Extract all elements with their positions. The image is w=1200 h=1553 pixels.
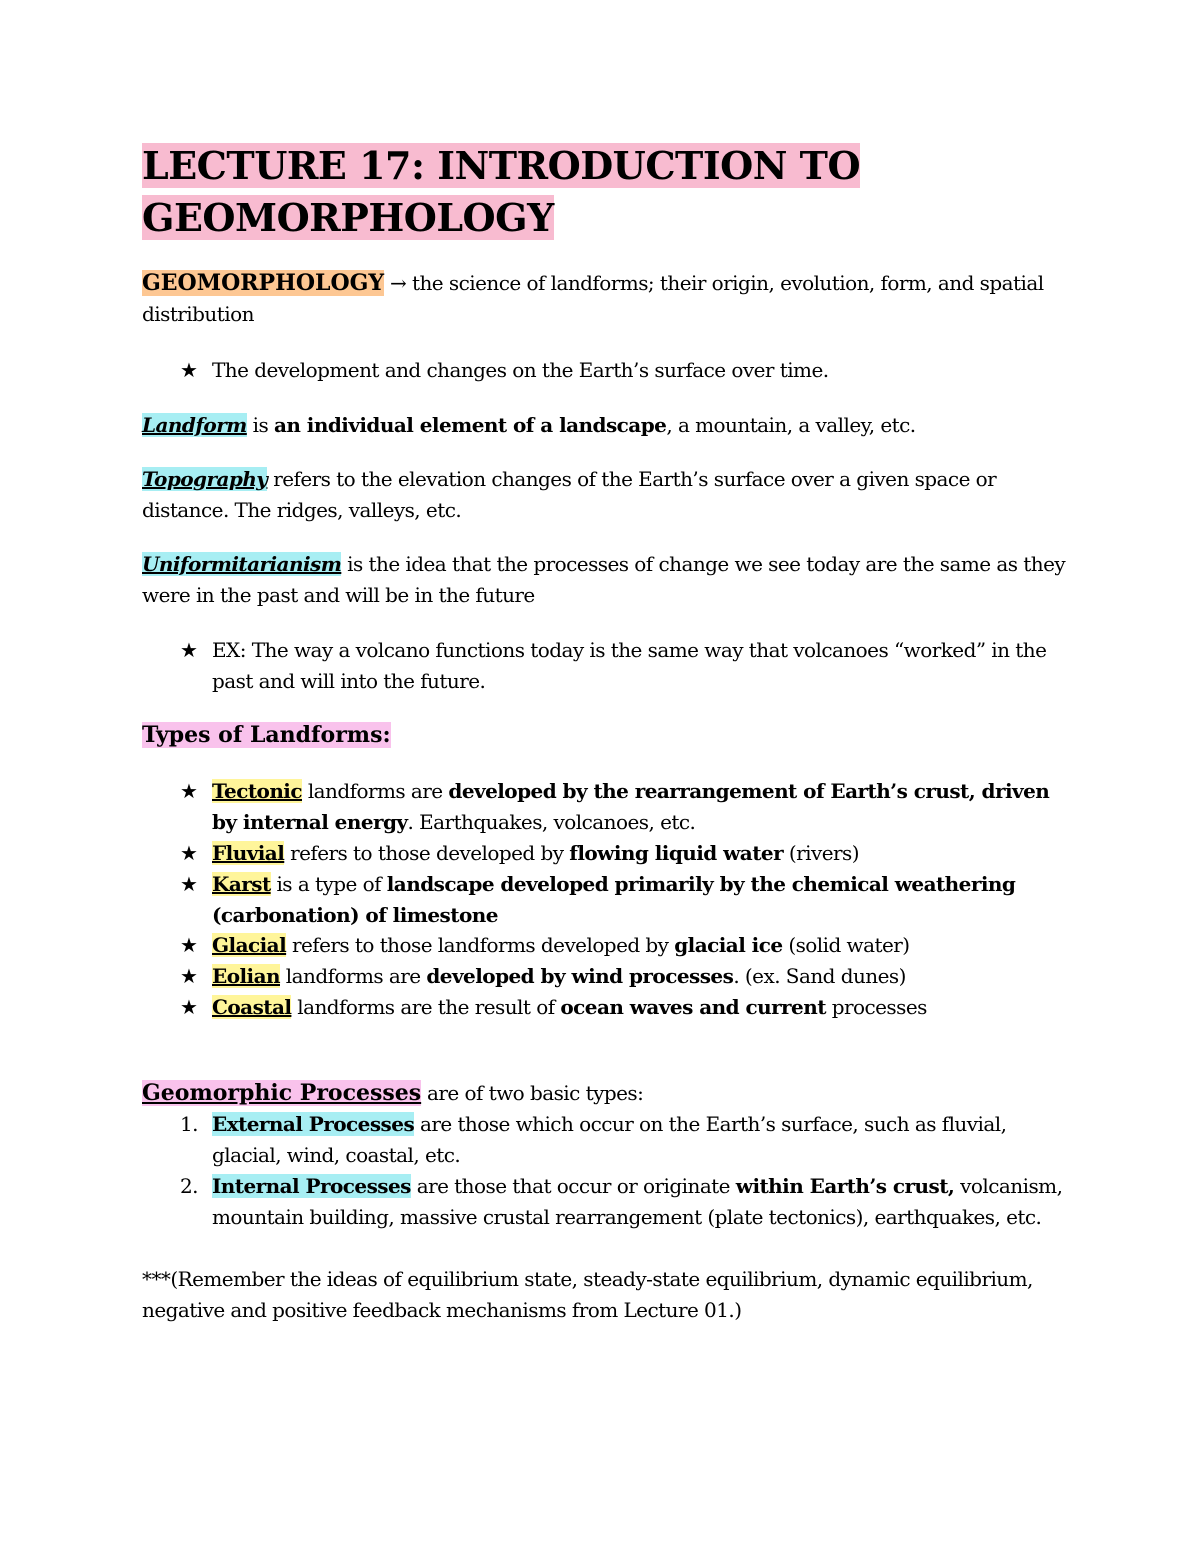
bullet-item [180, 355, 1080, 386]
landform-type-item [180, 992, 1080, 1023]
landform-type-text: landforms are [307, 779, 443, 803]
processes-term: Geomorphic Processes [142, 1080, 422, 1106]
types-heading-line [142, 720, 1072, 751]
star-bullet-icon: ★ [180, 995, 198, 1019]
star-bullet-icon: ★ [180, 779, 198, 803]
arrow-icon: → [389, 271, 407, 295]
landform-type-item [180, 838, 1080, 869]
topography-text: refers to the elevation changes of the Earth’s surface over a given space or distance. The ridges, valleys, etc. [142, 467, 997, 522]
star-bullet-icon: ★ [180, 872, 198, 896]
landform-type-bold: developed by the rearrangement of Earth’s crust, driven by internal energy [212, 779, 1050, 834]
landform-type-term: Glacial [212, 933, 287, 957]
process-term: Internal Processes [212, 1174, 411, 1198]
landform-type-bold: flowing liquid water [569, 841, 784, 865]
star-bullet-icon: ★ [180, 638, 198, 662]
landform-type-post: (rivers) [788, 841, 860, 865]
definition-paragraph [142, 268, 1072, 330]
landform-type-term: Tectonic [212, 779, 302, 803]
title-line-1: LECTURE 17: INTRODUCTION TO [142, 143, 861, 188]
landform-type-term: Fluvial [212, 841, 285, 865]
star-bullet-icon: ★ [180, 964, 198, 988]
process-text: are those that occur or originate [416, 1174, 730, 1198]
star-bullet-icon: ★ [180, 358, 198, 382]
process-text: are those which occur on the Earth’s surface, such as fluvial, glacial, wind, coastal, etc. [212, 1112, 1007, 1167]
topography-term: Topography [142, 467, 268, 491]
landform-type-post: . (ex. Sand dunes) [733, 964, 906, 988]
landform-type-term: Eolian [212, 964, 280, 988]
definition-term: GEOMORPHOLOGY [142, 270, 385, 296]
processes-text: are of two basic types: [426, 1081, 644, 1105]
page-title [142, 140, 922, 244]
uniformitarianism-example: EX: The way a volcano functions today is the same way that volcanoes “worked” in the past and will into the future. [212, 638, 1047, 693]
landform-rest-text: , a mountain, a valley, etc. [666, 413, 916, 437]
list-number: 2. [180, 1174, 198, 1198]
landform-type-post: processes [831, 995, 927, 1019]
landform-paragraph [142, 410, 1072, 441]
topography-paragraph [142, 464, 1072, 526]
landform-type-text: refers to those developed by [290, 841, 564, 865]
landform-type-bold: developed by wind processes [426, 964, 734, 988]
landform-type-item [180, 930, 1080, 961]
process-bold-text: within Earth’s crust, [735, 1174, 955, 1198]
landform-type-term: Karst [212, 872, 271, 896]
process-list-item [180, 1171, 1080, 1233]
landform-type-bold: ocean waves and current [560, 995, 826, 1019]
landform-type-item [180, 961, 1080, 992]
processes-paragraph [142, 1078, 1072, 1109]
landform-is: is [252, 413, 269, 437]
uniformitarianism-term: Uniformitarianism [142, 552, 342, 576]
uniformitarianism-text: is the idea that the processes of change we see today are the same as they were in the past and will be in the future [142, 552, 1066, 607]
landform-type-item [180, 869, 1080, 931]
process-list-item [180, 1109, 1080, 1171]
landform-type-text: is a type of [276, 872, 381, 896]
star-bullet-icon: ★ [180, 933, 198, 957]
reminder-paragraph: ***(Remember the ideas of equilibrium state, steady-state equilibrium, dynamic equilibrium, negative and positive feedback mechanisms from Lecture 01.) [142, 1267, 1033, 1322]
landform-type-post: . Earthquakes, volcanoes, etc. [407, 810, 696, 834]
landform-type-term: Coastal [212, 995, 292, 1019]
list-number: 1. [180, 1112, 198, 1136]
landform-type-text: landforms are [285, 964, 421, 988]
star-bullet-icon: ★ [180, 841, 198, 865]
title-line-2: GEOMORPHOLOGY [142, 195, 554, 240]
definition-text: the science of landforms; their origin, evolution, form, and spatial distribution [142, 271, 1044, 326]
landform-type-bold: landscape developed primarily by the chemical weathering (carbonation) of limestone [212, 872, 1016, 927]
uniformitarianism-paragraph [142, 549, 1072, 611]
landform-bold-text: an individual element of a landscape [273, 413, 667, 437]
bullet-item [180, 635, 1080, 697]
landform-type-bold: glacial ice [674, 933, 783, 957]
process-term: External Processes [212, 1112, 415, 1136]
landform-type-text: refers to those landforms developed by [291, 933, 669, 957]
landform-type-item [180, 776, 1080, 838]
types-heading: Types of Landforms: [142, 722, 391, 748]
definition-note: The development and changes on the Earth’s surface over time. [212, 358, 829, 382]
landform-term: Landform [142, 413, 247, 437]
landform-type-post: (solid water) [788, 933, 910, 957]
process-post-text: volcanism, mountain building, massive crustal rearrangement (plate tectonics), earthquakes, etc. [212, 1174, 1063, 1229]
landform-type-text: landforms are the result of [297, 995, 555, 1019]
